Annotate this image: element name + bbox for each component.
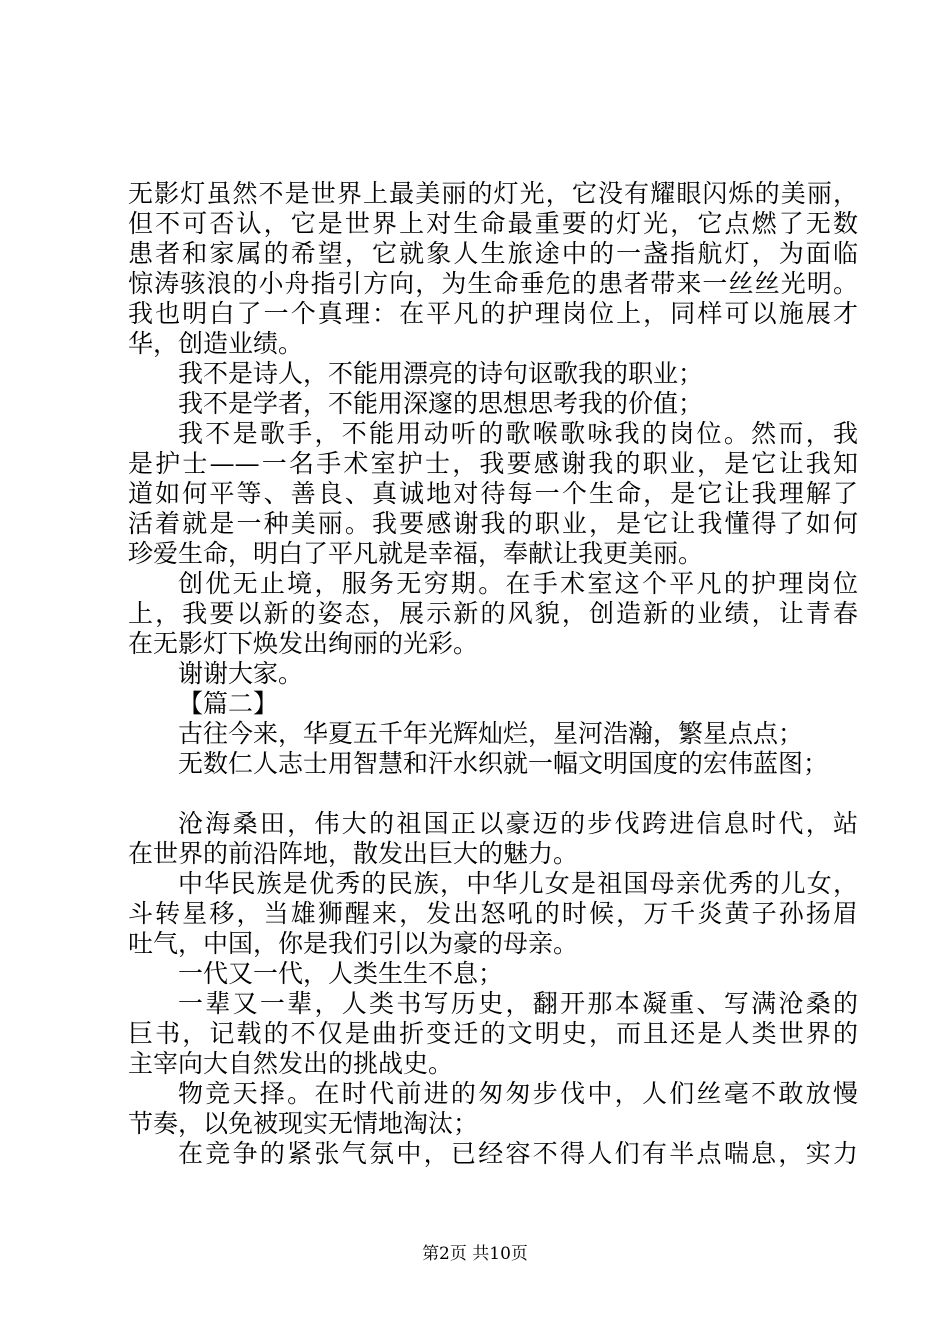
page-footer: 第2页 共10页 bbox=[422, 1244, 528, 1264]
text-line: 我不是歌手，不能用动听的歌喉歌咏我的岗位。然而，我 bbox=[178, 419, 858, 448]
text-line: 节奏，以免被现实无情地淘汰； bbox=[128, 1109, 479, 1138]
text-line: 无数仁人志士用智慧和汗水织就一幅文明国度的宏伟蓝图； bbox=[178, 749, 829, 778]
text-line: 古往今来，华夏五千年光辉灿烂，星河浩瀚，繁星点点； bbox=[178, 719, 804, 748]
text-line: 华，创造业绩。 bbox=[128, 329, 304, 358]
text-line: 惊涛骇浪的小舟指引方向，为生命垂危的患者带来一丝丝光明。 bbox=[128, 269, 858, 298]
blank-line bbox=[128, 779, 858, 809]
text-line: 在世界的前沿阵地，散发出巨大的魅力。 bbox=[128, 839, 579, 868]
text-line: 斗转星移，当雄狮醒来，发出怒吼的时候，万千炎黄子孙扬眉 bbox=[128, 899, 858, 928]
text-line: 物竞天择。在时代前进的匆匆步伐中，人们丝毫不敢放慢 bbox=[178, 1079, 858, 1108]
document-body bbox=[128, 179, 858, 1169]
text-line: 上，我要以新的姿态，展示新的风貌，创造新的业绩，让青春 bbox=[128, 599, 858, 628]
text-line: 无影灯虽然不是世界上最美丽的灯光，它没有耀眼闪烁的美丽， bbox=[128, 179, 858, 208]
text-line: 患者和家属的希望，它就象人生旅途中的一盏指航灯，为面临 bbox=[128, 239, 858, 268]
text-line: 但不可否认，它是世界上对生命最重要的灯光，它点燃了无数 bbox=[128, 209, 858, 238]
text-line: 我不是学者，不能用深邃的思想思考我的价值； bbox=[178, 389, 704, 418]
text-line: 主宰向大自然发出的挑战史。 bbox=[128, 1049, 454, 1078]
text-line: 沧海桑田，伟大的祖国正以豪迈的步伐跨进信息时代，站 bbox=[178, 809, 858, 838]
text-line: 我也明白了一个真理：在平凡的护理岗位上，同样可以施展才 bbox=[128, 299, 858, 328]
text-line: 我不是诗人，不能用漂亮的诗句讴歌我的职业； bbox=[178, 359, 704, 388]
text-line: 一代又一代，人类生生不息； bbox=[178, 959, 504, 988]
text-line: 珍爱生命，明白了平凡就是幸福，奉献让我更美丽。 bbox=[128, 539, 704, 568]
text-line: 道如何平等、善良、真诚地对待每一个生命，是它让我理解了 bbox=[128, 479, 858, 508]
text-line: 巨书，记载的不仅是曲折变迁的文明史，而且还是人类世界的 bbox=[128, 1019, 858, 1048]
text-line: 是护士——一名手术室护士，我要感谢我的职业，是它让我知 bbox=[128, 449, 858, 478]
text-line: 一辈又一辈，人类书写历史，翻开那本凝重、写满沧桑的 bbox=[178, 989, 858, 1018]
text-line: 创优无止境，服务无穷期。在手术室这个平凡的护理岗位 bbox=[178, 569, 858, 598]
text-line: 谢谢大家。 bbox=[178, 659, 304, 688]
text-line: 在无影灯下焕发出绚丽的光彩。 bbox=[128, 629, 479, 658]
text-line: 吐气，中国，你是我们引以为豪的母亲。 bbox=[128, 929, 579, 958]
text-line: 在竞争的紧张气氛中，已经容不得人们有半点喘息，实力 bbox=[178, 1139, 858, 1168]
text-line: 活着就是一种美丽。我要感谢我的职业，是它让我懂得了如何 bbox=[128, 509, 858, 538]
text-line: 【篇二】 bbox=[178, 689, 279, 718]
text-line: 中华民族是优秀的民族，中华儿女是祖国母亲优秀的儿女， bbox=[178, 869, 858, 898]
